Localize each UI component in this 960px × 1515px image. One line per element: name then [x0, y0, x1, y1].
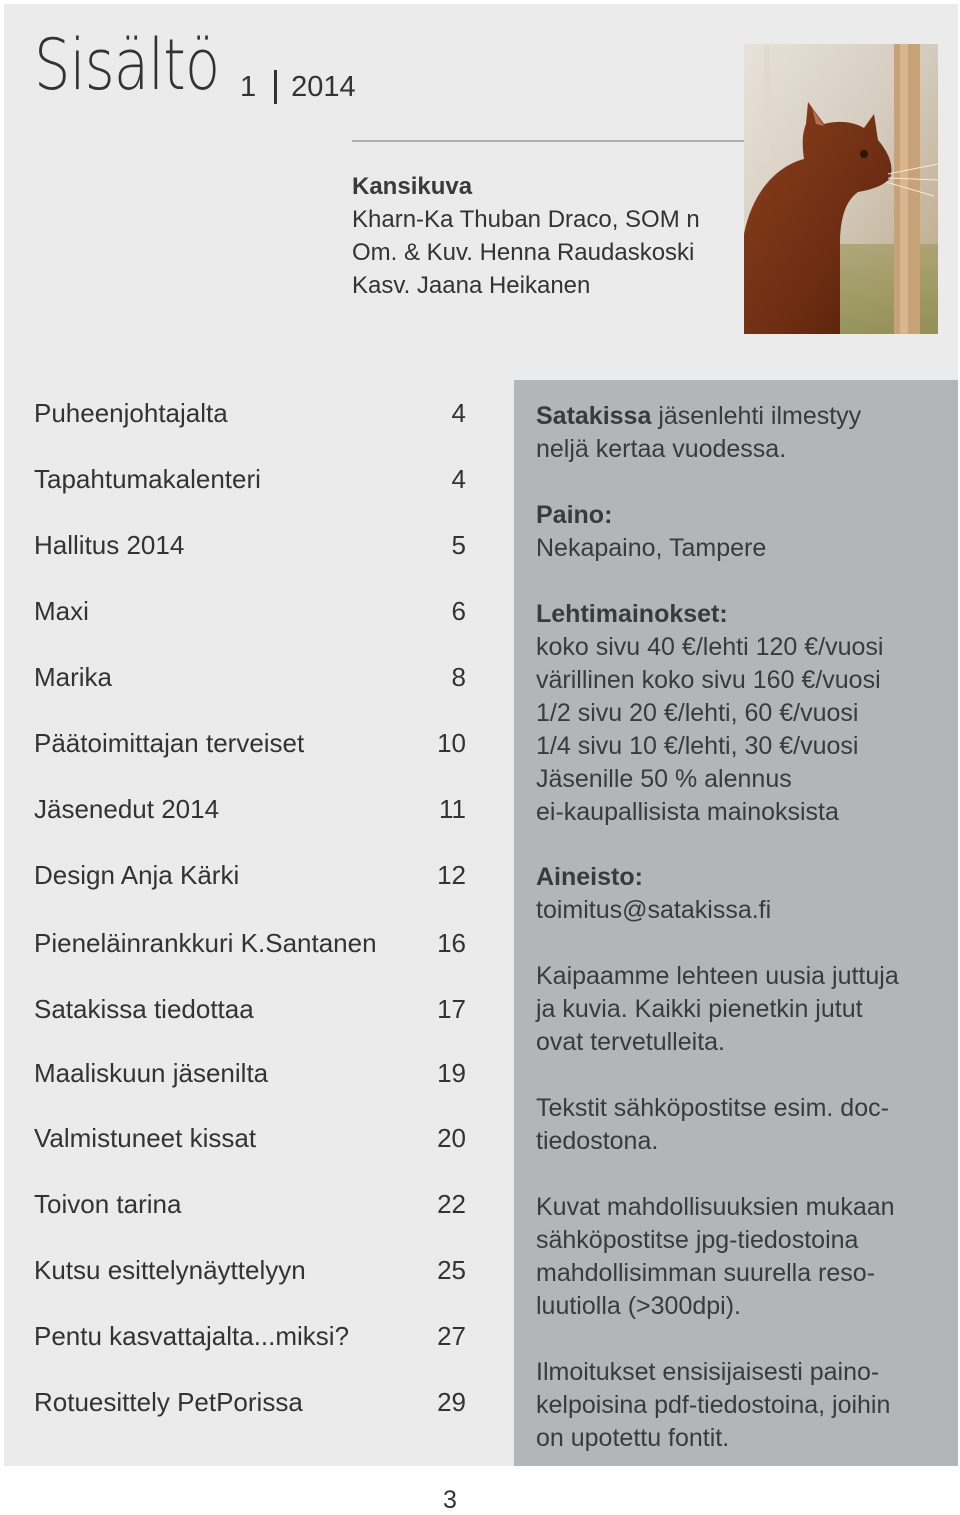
toc-title: Rotuesittely PetPorissa	[34, 1387, 303, 1417]
toc-title: Valmistuneet kissat	[34, 1123, 257, 1153]
toc-title: Jäsenedut 2014	[34, 794, 220, 824]
issue-label	[240, 70, 356, 104]
toc-page: 10	[437, 728, 466, 758]
issue-separator	[274, 70, 277, 104]
toc-page: 22	[437, 1189, 466, 1219]
intro-text: neljä kertaa vuodessa.	[536, 435, 787, 463]
note-paragraph	[536, 1356, 951, 1455]
note-line: kelpoisina pdf-tiedostoina, joihin	[536, 1391, 891, 1419]
toc-item[interactable]	[34, 660, 466, 694]
note-line: Ilmoitukset ensisijaisesti paino-	[536, 1358, 880, 1386]
toc-item[interactable]	[34, 858, 466, 892]
note-line: ovat tervetulleita.	[536, 1028, 725, 1056]
note-line: luutiolla (>300dpi).	[536, 1292, 741, 1320]
cover-line: Kharn-Ka Thuban Draco, SOM n	[352, 206, 700, 233]
toc-item[interactable]	[34, 726, 466, 760]
note-line: Kaipaamme lehteen uusia juttuja	[536, 962, 899, 990]
toc-item[interactable]	[34, 992, 466, 1026]
cover-heading: Kansikuva	[352, 173, 473, 200]
intro-text: jäsenlehti ilmestyy	[651, 402, 862, 430]
note-line: on upotettu fontit.	[536, 1424, 730, 1452]
print-block	[536, 499, 951, 565]
toc-item[interactable]	[34, 528, 466, 562]
note-paragraph	[536, 1092, 951, 1158]
toc-title: Pieneläinrankkuri K.Santanen	[34, 928, 377, 958]
ads-heading: Lehtimainokset:	[536, 600, 728, 628]
note-line: Kuvat mahdollisuuksien mukaan	[536, 1193, 895, 1221]
material-block	[536, 861, 951, 927]
toc-title: Pentu kasvattajalta...miksi?	[34, 1321, 350, 1351]
issue-number: 1	[240, 70, 257, 103]
toc-page: 27	[437, 1321, 466, 1351]
material-heading: Aineisto:	[536, 863, 643, 891]
header-divider	[352, 140, 746, 142]
toc-item[interactable]	[34, 1253, 466, 1287]
issue-year: 2014	[291, 70, 356, 103]
material-email[interactable]: toimitus@satakissa.fi	[536, 896, 772, 924]
toc-page: 29	[437, 1387, 466, 1417]
toc-title: Maxi	[34, 596, 89, 626]
toc-title: Kutsu esittelynäyttelyyn	[34, 1255, 306, 1285]
note-line: mahdollisimman suurella reso-	[536, 1259, 876, 1287]
toc-item[interactable]	[34, 462, 466, 496]
toc-page: 11	[439, 794, 466, 824]
page-title: Sisältö	[34, 24, 220, 106]
intro-block	[536, 400, 951, 466]
note-paragraph	[536, 960, 951, 1059]
toc-title: Puheenjohtajalta	[34, 398, 228, 428]
toc-item[interactable]	[34, 594, 466, 628]
page-number: 3	[443, 1486, 457, 1514]
toc-title: Toivon tarina	[34, 1189, 182, 1219]
cover-cat-photo	[744, 44, 938, 334]
ads-line: värillinen koko sivu 160 €/vuosi	[536, 666, 881, 694]
note-line: ja kuvia. Kaikki pienetkin jutut	[536, 995, 863, 1023]
toc-item[interactable]	[34, 1385, 466, 1419]
toc-item[interactable]	[34, 792, 466, 826]
toc-item[interactable]	[34, 1319, 466, 1353]
toc-title: Marika	[34, 662, 113, 692]
toc-title: Hallitus 2014	[34, 530, 185, 560]
info-panel	[514, 380, 958, 1466]
note-paragraph	[536, 1191, 951, 1323]
toc-item[interactable]	[34, 1187, 466, 1221]
toc-page: 8	[451, 662, 466, 692]
note-line: Tekstit sähköpostitse esim. doc-	[536, 1094, 889, 1122]
toc-item[interactable]	[34, 926, 466, 960]
toc-page: 4	[451, 464, 466, 494]
toc-title: Design Anja Kärki	[34, 860, 240, 890]
toc-page: 20	[437, 1123, 466, 1153]
cat-illustration	[744, 44, 938, 334]
toc-page: 5	[451, 530, 466, 560]
ads-block	[536, 598, 951, 829]
ads-line: koko sivu 40 €/lehti 120 €/vuosi	[536, 633, 884, 661]
toc-page: 19	[437, 1058, 466, 1088]
print-value: Nekapaino, Tampere	[536, 534, 767, 562]
toc-page: 17	[437, 994, 466, 1024]
toc-title: Maaliskuun jäsenilta	[34, 1058, 269, 1088]
toc-page: 16	[437, 928, 466, 958]
ads-line: Jäsenille 50 % alennus	[536, 765, 792, 793]
toc-item[interactable]	[34, 1121, 466, 1155]
ads-line: 1/2 sivu 20 €/lehti, 60 €/vuosi	[536, 699, 859, 727]
toc-page: 4	[451, 398, 466, 428]
cover-line: Kasv. Jaana Heikanen	[352, 272, 591, 299]
toc-title: Satakissa tiedottaa	[34, 994, 254, 1024]
note-line: sähköpostitse jpg-tiedostoina	[536, 1226, 859, 1254]
ads-line: ei-kaupallisista mainoksista	[536, 798, 839, 826]
cover-line: Om. & Kuv. Henna Raudaskoski	[352, 239, 695, 266]
toc-item[interactable]	[34, 396, 466, 430]
toc-page: 12	[437, 860, 466, 890]
toc-page: 6	[451, 596, 466, 626]
ads-line: 1/4 sivu 10 €/lehti, 30 €/vuosi	[536, 732, 859, 760]
magazine-name: Satakissa	[536, 402, 652, 430]
toc-item[interactable]	[34, 1056, 466, 1090]
toc-page: 25	[437, 1255, 466, 1285]
note-line: tiedostona.	[536, 1127, 659, 1155]
print-heading: Paino:	[536, 501, 613, 529]
cover-credits	[352, 170, 700, 302]
toc-title: Tapahtumakalenteri	[34, 464, 261, 494]
toc-title: Päätoimittajan terveiset	[34, 728, 305, 758]
